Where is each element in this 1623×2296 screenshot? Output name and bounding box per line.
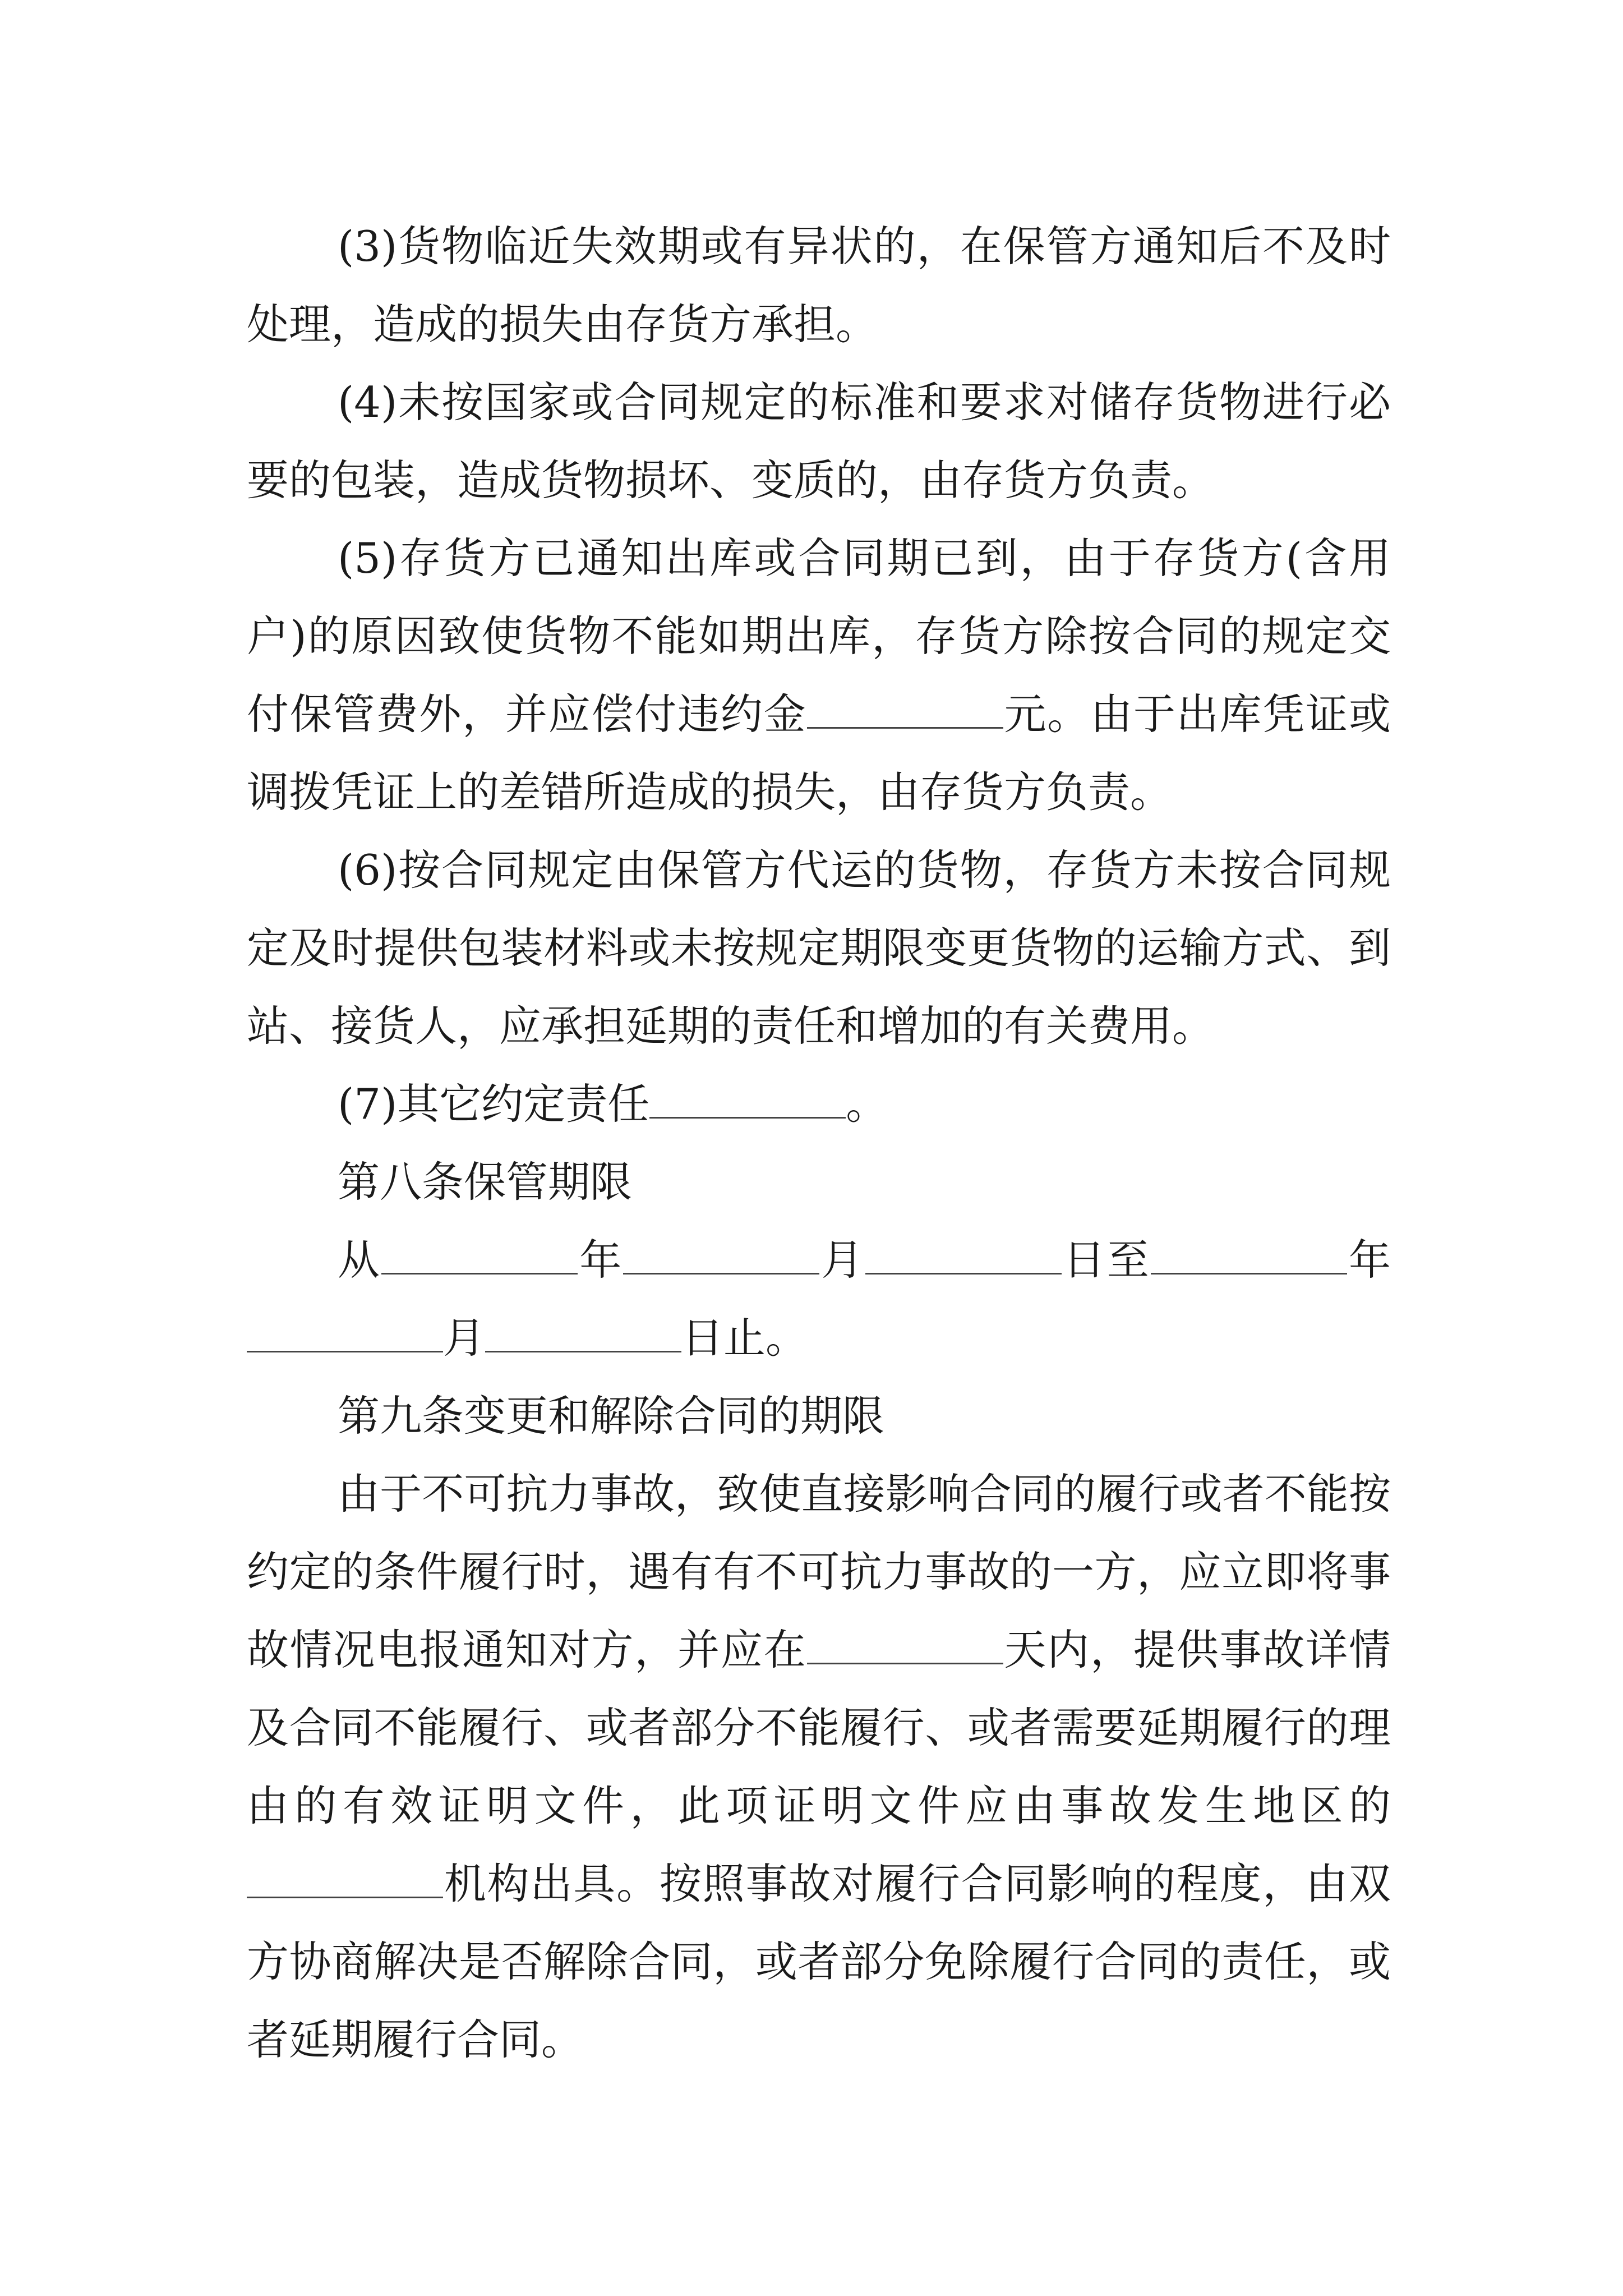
certifying-agency-blank <box>247 1863 443 1898</box>
penalty-amount-blank <box>807 693 1003 729</box>
term-year-label: 年 <box>578 1235 624 1285</box>
article-9-title <box>247 1377 1391 1455</box>
term-month-label: 月 <box>819 1235 865 1285</box>
article-9-title-text: 第九条变更和解除合同的期限 <box>338 1391 885 1441</box>
clause-5-text-a: (5)存货方已通知出库或合同期已到，由于存货方(含用户)的原因致使货物不能如期出库，存货方除按合同的规定交付保管费外，并应偿付违约金 <box>247 533 1391 739</box>
clause-7-text-b: 。 <box>846 1079 888 1129</box>
notice-days-blank <box>807 1629 1003 1664</box>
other-liability-blank <box>649 1083 846 1119</box>
clause-7-text-a: (7)其它约定责任 <box>338 1079 650 1129</box>
clause-4-text: (4)未按国家或合同规定的标准和要求对储存货物进行必要的包装，造成货物损坏、变质的，由存货方负责。 <box>247 378 1391 505</box>
clause-5 <box>247 519 1391 831</box>
article-8-title <box>247 1143 1391 1221</box>
term-day-to-label: 日至 <box>1061 1235 1151 1285</box>
end-day-blank <box>485 1317 681 1352</box>
article-8-title-text: 第八条保管期限 <box>338 1157 633 1207</box>
start-day-blank <box>865 1239 1062 1274</box>
term-end-label: 日止。 <box>681 1313 808 1363</box>
term-year2-label: 年 <box>1347 1235 1391 1285</box>
clause-5-text-b: 元。由于出库凭证或调拨凭证上的差错所造成的损失，由存货方负责。 <box>247 689 1391 817</box>
clause-6 <box>247 831 1391 1065</box>
article-9-text-b: 天内，提供事故详情及合同不能履行、或者部分不能履行、或者需要延期履行的理由的有效证明文件，此项证明文件应由事故发生地区的 <box>247 1625 1391 1830</box>
clause-7 <box>247 1065 1391 1143</box>
end-month-blank <box>247 1317 443 1352</box>
term-from-label: 从 <box>338 1235 382 1285</box>
article-9-text-a: 由于不可抗力事故，致使直接影响合同的履行或者不能按约定的条件履行时，遇有有不可抗力事故的一方，应立即将事故情况电报通知对方，并应在 <box>247 1469 1391 1674</box>
term-month2-label: 月 <box>443 1313 486 1363</box>
clause-3 <box>247 208 1391 364</box>
clause-3-text: (3)货物临近失效期或有异状的，在保管方通知后不及时处理，造成的损失由存货方承担。 <box>247 222 1391 349</box>
start-year-blank <box>381 1239 578 1274</box>
document-body <box>247 208 1391 2079</box>
article-9-body <box>247 1455 1391 2079</box>
storage-term <box>247 1221 1391 1377</box>
clause-4 <box>247 364 1391 519</box>
clause-6-text: (6)按合同规定由保管方代运的货物，存货方未按合同规定及时提供包装材料或未按规定期限变更货物的运输方式、到站、接货人，应承担延期的责任和增加的有关费用。 <box>247 845 1391 1051</box>
end-year-blank <box>1151 1239 1347 1274</box>
start-month-blank <box>623 1239 819 1274</box>
article-9-text-c: 机构出具。按照事故对履行合同影响的程度，由双方协商解决是否解除合同，或者部分免除履行合同的责任，或者延期履行合同。 <box>247 1859 1391 2064</box>
